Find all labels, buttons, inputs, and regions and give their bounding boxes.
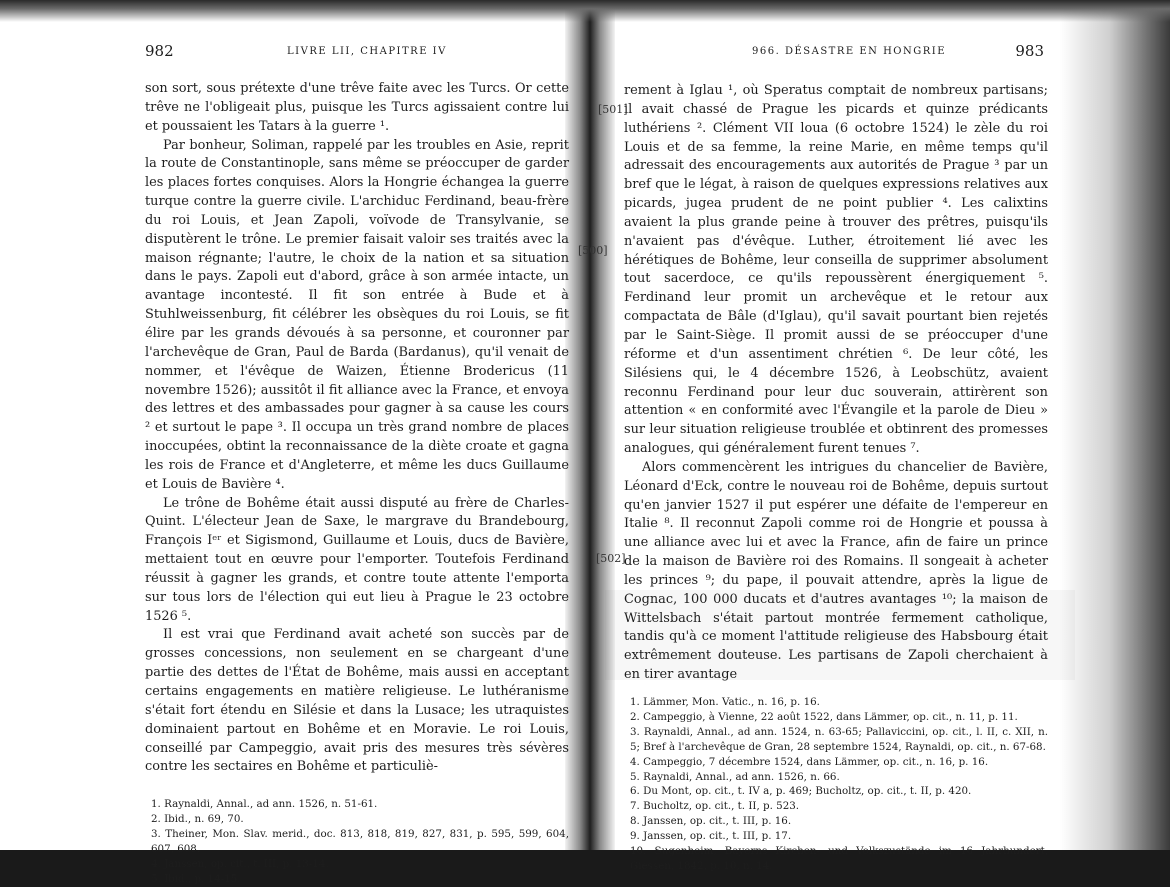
footnote: 1. Raynaldi, Annal., ad ann. 1526, n. 51-61. (151, 798, 378, 811)
book-gutter (565, 0, 615, 850)
footnote: 4. Campeggio, 7 décembre 1524, dans Lämmer, op. cit., n. 16, p. 16. (630, 755, 989, 768)
page-number: 982 (145, 42, 174, 60)
footnote: 5. Raynaldi, Annal., ad ann. 1526, n. 66. (630, 770, 840, 783)
margin-note: [500] (578, 244, 608, 257)
right-page-body (620, 82, 1048, 685)
page-number: 983 (1015, 42, 1044, 60)
footnote: 10. Sugenheim, Bayerns Kirchen- und Volkszustände im 16 Jahrhundert, Giessen, 1842, p. 10, n. 14. (630, 845, 1048, 872)
right-footnotes (620, 695, 1048, 874)
left-page-header (137, 36, 569, 66)
paragraph: Il est vrai que Ferdinand avait acheté son succès par de grosses concessions, non seulement en se chargeant d'une partie des dettes de l'État de Bohême, mais aussi en acceptant certains engagements en matière religieuse. Le luthéranisme s'était fort étendu en Silésie et dans la Lusace; les utraquistes dominaient partout en Bohême et en Moravie. Le roi Louis, conseillé par Campeggio, avait pris des mesures très sévères contre les sectaires en Bohême et particuliè- (145, 627, 569, 775)
footnote: 7. Bucholtz, op. cit., t. II, p. 523. (630, 800, 800, 813)
footnote: 2. Ibid., n. 69, 70. (151, 813, 244, 826)
running-head: LIVRE LII, CHAPITRE IV (287, 46, 447, 57)
margin-note: [502] (596, 552, 626, 565)
paragraph: son sort, sous prétexte d'une trêve faite avec les Turcs. Or cette trêve ne l'obligeait plus, puisque les Turcs agissaient contre lui et poussaient les Tatars à la guerre ¹. (145, 81, 569, 134)
left-page (137, 36, 569, 885)
running-head: 966. DÉSASTRE EN HONGRIE (752, 46, 947, 57)
footnote: 3. Theiner, Mon. Slav. merid., doc. 813, 818, 819, 827, 831, p. 595, 599, 604, 607, 608. (151, 828, 569, 855)
footnote: 8. Janssen, op. cit., t. III, p. 16. (630, 815, 792, 828)
footnote: 6. Du Mont, op. cit., t. IV a, p. 469; Bucholtz, op. cit., t. II, p. 420. (630, 785, 972, 798)
footnote: 4. Janssen, op. cit., t. III, p. 13-14. (151, 857, 329, 870)
paragraph: rement à Iglau ¹, où Speratus comptait de nombreux partisans; il avait chassé de Prague les picards et quinze prédicants luthériens ². Clément VII loua (6 octobre 1524) le zèle du roi Louis et de sa femme, la reine Marie, en même temps qu'il adressait des encouragements aux autorités de Prague ³ par un bref que le légat, à raison de quelques expressions relatives aux picards, jugea prudent de ne point publier ⁴. Les calixtins avaient la plus grande peine à trouver des prêtres, puisqu'ils n'avaient pas d'évêque. Luther, étroitement lié avec les hérétiques de Bohême, leur conseilla de supprimer absolument tout sacerdoce, ce qu'ils repoussèrent énergiquement ⁵. Ferdinand leur promit un archevêque et le retour aux compactata de Bâle (d'Iglau), qu'il savait pourtant bien rejetés par le Saint-Siège. Il promit aussi de se préoccuper d'une réforme et d'un assentiment chrétien ⁶. De leur côté, les Silésiens qui, le 4 décembre 1526, à Leobschütz, avaient reconnu Ferdinand pour leur duc souverain, attirèrent son attention « en conformité avec l'Évangile et la parole de Dieu » sur leur situation religieuse troublée et obtinrent des promesses analogues, qui généralement furent tenues ⁷. (624, 83, 1048, 457)
footnote: 9. Janssen, op. cit., t. III, p. 17. (630, 830, 792, 843)
page-edge-shadow (1060, 0, 1170, 850)
footnote: 1. Lämmer, Mon. Vatic., n. 16, p. 16. (630, 696, 820, 708)
left-footnotes (137, 797, 569, 886)
footnote: 5. Ibid., p. 14-15. (151, 872, 241, 885)
right-page (620, 36, 1048, 872)
paragraph: Alors commencèrent les intrigues du chancelier de Bavière, Léonard d'Eck, contre le nouveau roi de Bohême, depuis surtout qu'en janvier 1527 il put espérer une défaite de l'empereur en Italie ⁸. Il reconnut Zapoli comme roi de Hongrie et poussa à une alliance avec lui et avec la France, afin de faire un prince de la maison de Bavière roi des Romains. Il songeait à acheter les princes ⁹; du pape, il pouvait attendre, après la ligue de Cognac, 100 000 ducats et d'autres avantages ¹⁰; la maison de Wittelsbach s'était partout montrée fermement catholique, tandis qu'à ce moment l'attitude religieuse des Habsbourg était extrêmement douteuse. Les partisans de Zapoli cherchaient à en tirer avantage (624, 459, 1048, 683)
margin-note: [501] (598, 103, 628, 116)
paragraph: Le trône de Bohême était aussi disputé au frère de Charles-Quint. L'électeur Jean de Saxe, le margrave du Brandebourg, François Iᵉʳ et Sigismond, Guillaume et Louis, ducs de Bavière, mettaient tout en œuvre pour l'emporter. Toutefois Ferdinand réussit à gagner les grands, et contre toute attente l'emporta sur tous lors de l'élection qui eut lieu à Prague le 23 octobre 1526 ⁵. (145, 495, 569, 624)
paragraph: Par bonheur, Soliman, rappelé par les troubles en Asie, reprit la route de Constantinople, sans même se préoccuper de garder les places fortes conquises. Alors la Hongrie échangea la guerre turque contre la guerre civile. L'archiduc Ferdinand, beau-frère du roi Louis, et Jean Zapoli, voïvode de Transylvanie, se disputèrent le trône. Le premier faisait valoir ses traités avec la maison régnante; l'autre, le choix de la nation et sa situation dans le pays. Zapoli eut d'abord, grâce à son armée intacte, un avantage incontesté. Il fit son entrée à Bude et à Stuhlweissenburg, fit célébrer les obsèques du roi Louis, se fit élire par les grands dévoués à sa personne, et couronner par l'archevêque de Gran, Paul de Barda (Bardanus), qu'il venait de nommer, et l'évêque de Waizen, Étienne Brodericus (11 novembre 1526); aussitôt il fit alliance avec la France, et envoya des lettres et des ambassades pour gagner à sa cause les cours ² et surtout le pape ³. Il occupa un très grand nombre de places inoccupées, obtint la reconnaissance de la diète croate et gagna les rois de France et d'Angleterre, et même les ducs Guillaume et Louis de Bavière ⁴. (145, 137, 569, 492)
footnote: 2. Campeggio, à Vienne, 22 août 1522, dans Lämmer, op. cit., n. 11, p. 11. (630, 710, 1018, 723)
right-page-header (620, 36, 1048, 66)
footnote: 3. Raynaldi, Annal., ad ann. 1524, n. 63-65; Pallaviccini, op. cit., l. II, c. XII, n. 5; Bref à l'archevêque de Gran, 28 septembre 1524, Raynaldi, op. cit., n. 67-68. (630, 725, 1048, 753)
left-page-body (137, 80, 569, 777)
